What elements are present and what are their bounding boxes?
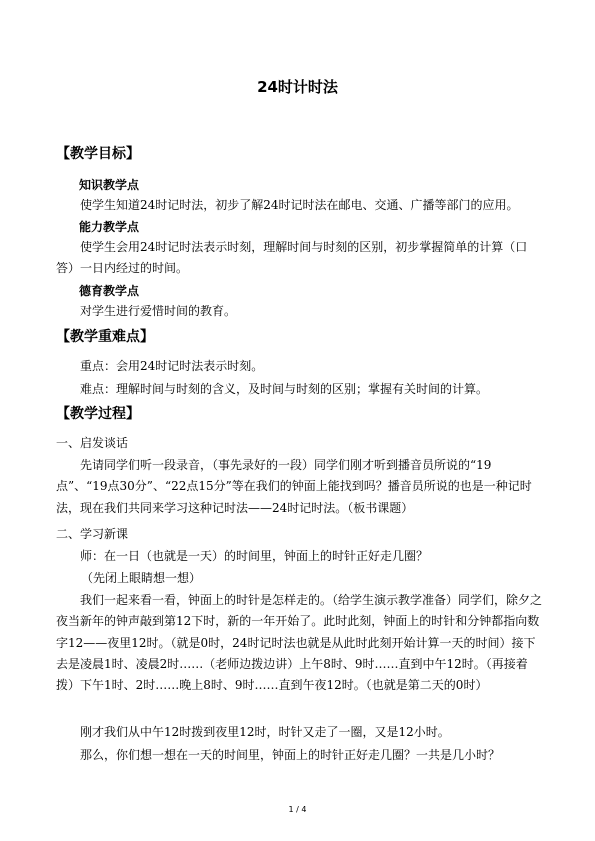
step1-text: 先请同学们听一段录音，（事先录好的一段）同学们刚才听到播音员所说的“19点”、“19点30分”、“22点15分”等在我们的钟面上能找到吗？播音员所说的也是一种记时法，现在我们共同来学习这种记时法——24时记时法。（板书课题） [56, 458, 532, 515]
subheading-moral: 德育教学点 [79, 284, 140, 298]
subheading-knowledge: 知识教学点 [79, 178, 140, 192]
section-heading-process: 【教学过程】 [56, 406, 140, 422]
section-heading-goals: 【教学目标】 [56, 146, 140, 162]
clock-explanation: 我们一起来看一看，钟面上的时针是怎样走的。（给学生演示教学准备）同学们，除夕之夜当新年的钟声敲到第12下时，新的一年开始了。此时此刻，钟面上的时针和分钟都指向数字12——夜里12时。（就是0时，24时记时法也就是从此时此刻开始计算一天的时间）接下去是凌晨1时、凌晨2时……（老师边拨边讲）上午8时、9时……直到中午12时。（再接着拨）下午1时、2时……晚上8时、9时……直到午夜12时。（也就是第二天的0时） [56, 593, 543, 693]
close-eyes-note: （先闭上眼睛想一想） [81, 571, 202, 585]
moral-text: 对学生进行爱惜时间的教育。 [80, 304, 237, 318]
page-title: 24时计时法 [257, 78, 338, 96]
page-number: 1 / 4 [288, 805, 307, 814]
section-heading-key-points: 【教学重难点】 [56, 329, 154, 345]
ability-text: 使学生会用24时记时法表示时刻，理解时间与时刻的区别，初步掌握简单的计算（口答）一日内经过的时间。 [56, 240, 528, 275]
difficulty-text: 难点：理解时间与时刻的含义，及时间与时刻的区别；掌握有关时间的计算。 [80, 382, 489, 396]
final-question: 那么，你们想一想在一天的时间里，钟面上的时针正好走几圈？一共是几小时？ [80, 748, 501, 762]
teacher-question: 师：在一日（也就是一天）的时间里，钟面上的时针正好走几圈？ [80, 549, 429, 563]
subheading-ability: 能力教学点 [79, 220, 140, 234]
focus-text: 重点：会用24时记时法表示时刻。 [80, 359, 264, 373]
step2-heading: 二、学习新课 [56, 527, 129, 541]
step1-heading: 一、启发谈话 [56, 436, 129, 450]
noon-text: 刚才我们从中午12时拨到夜里12时，时针又走了一圈，又是12小时。 [80, 725, 450, 739]
knowledge-text: 使学生知道24时记时法，初步了解24时记时法在邮电、交通、广播等部门的应用。 [80, 198, 519, 212]
